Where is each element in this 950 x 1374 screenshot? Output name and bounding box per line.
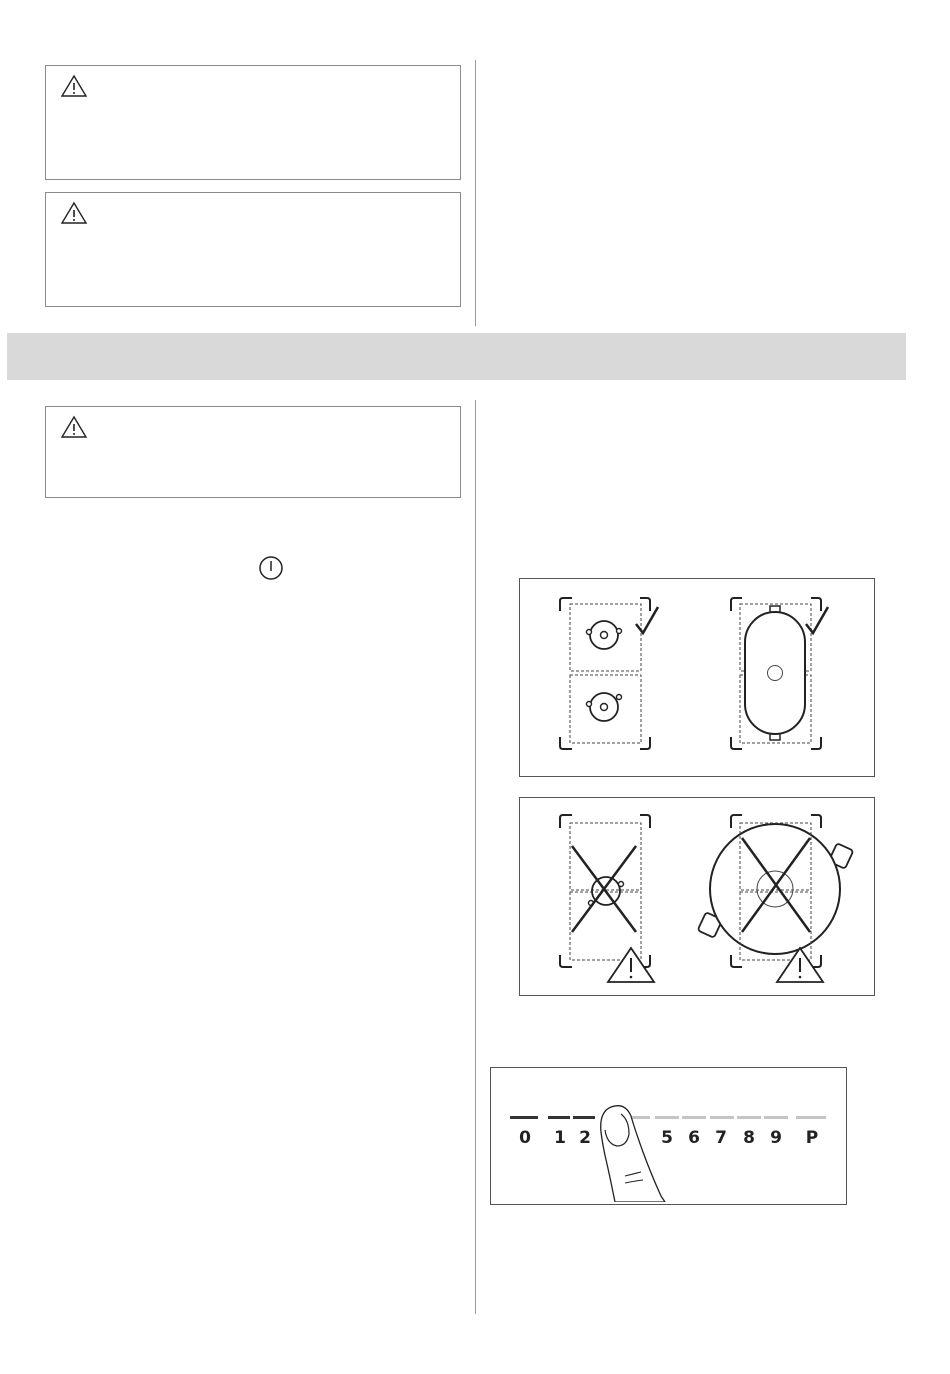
slider-label-2: 2 — [579, 1128, 591, 1148]
section-heading-bar — [7, 333, 906, 380]
warning-box-3 — [45, 406, 461, 498]
column-divider-bottom — [475, 400, 476, 1314]
slider-segment-9 — [796, 1116, 826, 1119]
slider-label-9: 9 — [770, 1128, 782, 1148]
correct-cookware-drawing — [520, 579, 874, 776]
slider-segment-8 — [764, 1116, 788, 1119]
incorrect-cookware-drawing — [520, 798, 874, 995]
slider-label-8: 8 — [743, 1128, 755, 1148]
warning-box-2 — [45, 192, 461, 307]
checkmark-icon — [806, 607, 828, 633]
slider-segment-7 — [737, 1116, 761, 1119]
slider-segment-1 — [548, 1116, 570, 1119]
finger-touch-icon — [595, 1102, 667, 1202]
incorrect-cookware-figure — [519, 797, 875, 996]
warning-triangle-icon — [60, 415, 88, 439]
power-symbol-icon — [258, 555, 284, 581]
slider-label-p: P — [805, 1128, 819, 1148]
slider-segment-6 — [710, 1116, 734, 1119]
warning-triangle-icon — [60, 201, 88, 225]
slider-label-7: 7 — [715, 1128, 727, 1148]
slider-label-0: 0 — [519, 1128, 531, 1148]
slider-label-6: 6 — [688, 1128, 700, 1148]
warning-triangle-icon — [608, 948, 654, 982]
column-divider-top — [475, 60, 476, 326]
checkmark-icon — [636, 607, 658, 633]
warning-triangle-icon — [60, 74, 88, 98]
slider-segment-0 — [510, 1116, 538, 1119]
cross-icon — [572, 846, 636, 932]
power-slider-figure — [490, 1067, 847, 1205]
warning-box-1 — [45, 65, 461, 180]
correct-cookware-figure — [519, 578, 875, 777]
slider-segment-5 — [682, 1116, 706, 1119]
slider-segment-2 — [573, 1116, 595, 1119]
slider-label-1: 1 — [554, 1128, 566, 1148]
slider-label-5: 5 — [661, 1128, 673, 1148]
